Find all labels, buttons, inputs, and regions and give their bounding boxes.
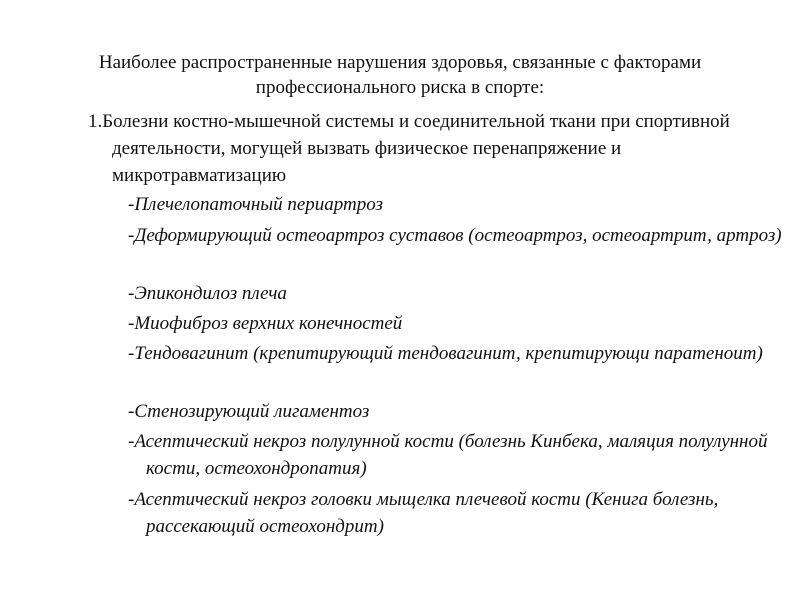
list-item: -Асептический некроз полулунной кости (болезнь Кинбека, маляция полулунной кости, остеохондропатия) — [128, 431, 768, 479]
list-item: -Асептический некроз головки мыщелка плечевой кости (Кенига болезнь, рассекающий остеохондрит) — [128, 489, 719, 537]
list-item: -Миофиброз верхних конечностей — [128, 313, 403, 334]
list-item: -Эпикондилоз плеча — [128, 283, 287, 304]
list-item: -Стенозирующий лигаментоз — [128, 401, 370, 422]
section-heading: 1.Болезни костно-мышечной системы и соединительной ткани при спортивной деятельности, могущей вызвать физическое перенапряжение и микротравматизацию — [88, 111, 730, 186]
list-item: -Деформирующий остеоартроз суставов (остеоартроз, остеоартрит, артроз) — [128, 225, 782, 246]
list-item: -Тендовагинит (крепитирующий тендовагинит, крепитирующи паратеноит) — [128, 343, 763, 364]
slide-title: Наиболее распространенные нарушения здоровья, связанные с факторами профессионального риска в спорте: — [98, 52, 702, 98]
section-1 — [88, 108, 748, 189]
list-item: -Плечелопаточный периартроз — [128, 194, 383, 215]
